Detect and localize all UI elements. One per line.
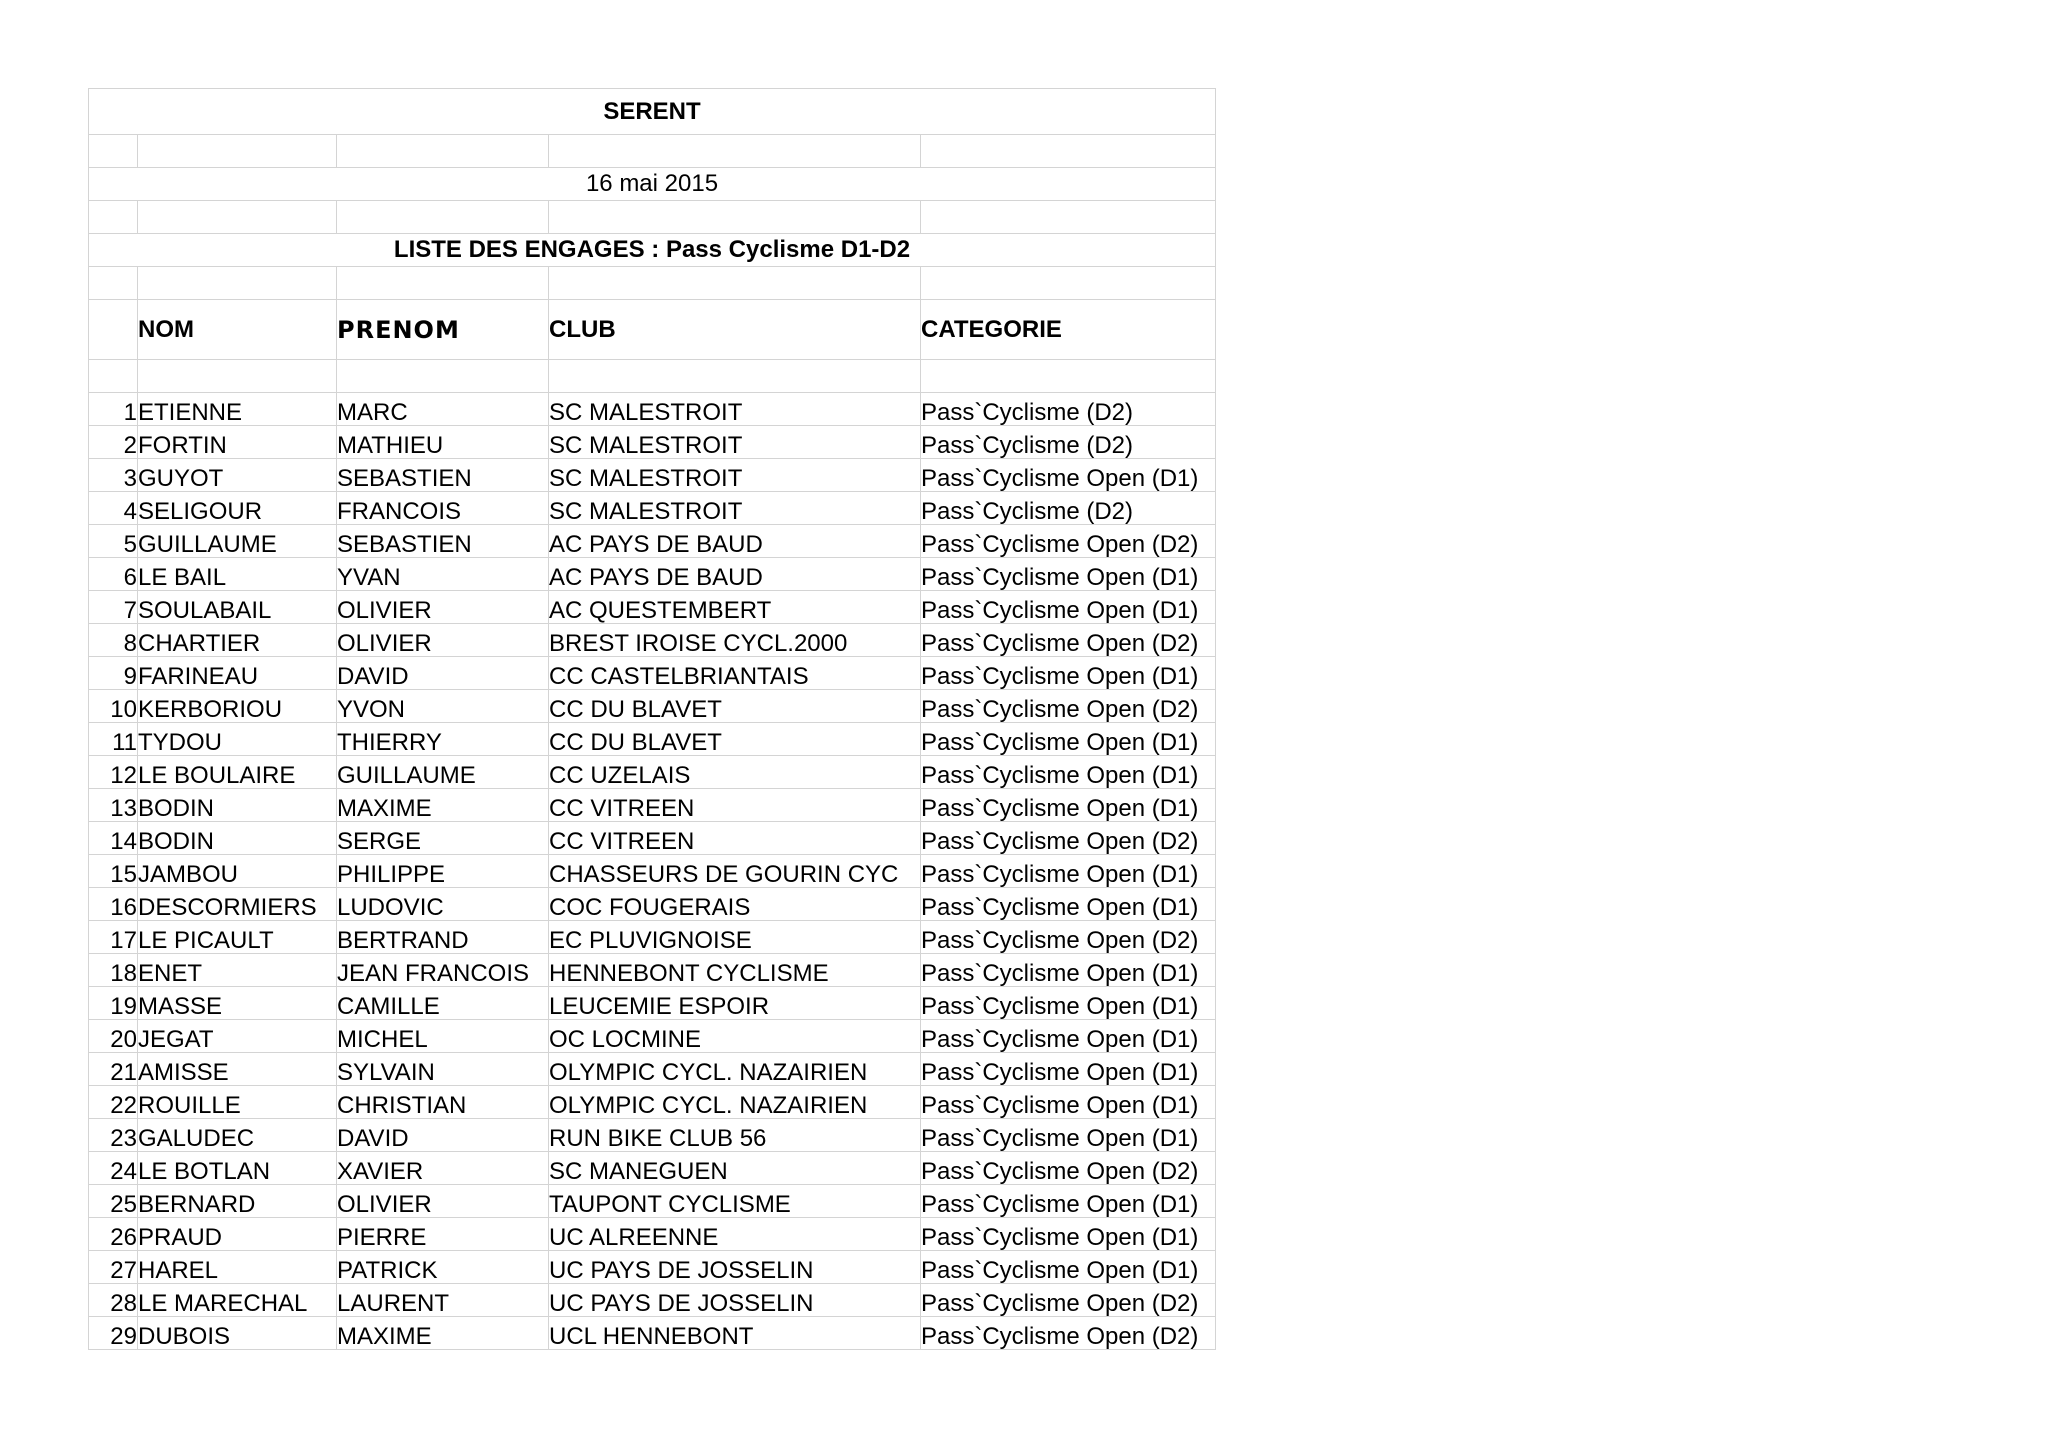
event-date: 16 mai 2015 (89, 168, 1216, 201)
cell-categorie: Pass`Cyclisme Open (D1) (921, 1086, 1216, 1119)
cell-categorie: Pass`Cyclisme Open (D2) (921, 921, 1216, 954)
cell-num: 2 (89, 426, 138, 459)
table-row (89, 1185, 1216, 1218)
cell-nom: SELIGOUR (138, 492, 337, 525)
cell-num: 9 (89, 657, 138, 690)
cell-nom: FARINEAU (138, 657, 337, 690)
table-row (89, 690, 1216, 723)
cell-prenom: LUDOVIC (337, 888, 549, 921)
cell-nom: DESCORMIERS (138, 888, 337, 921)
cell-prenom: MAXIME (337, 789, 549, 822)
table-row (89, 492, 1216, 525)
blank-cell (138, 360, 337, 393)
blank-cell (337, 360, 549, 393)
cell-num: 26 (89, 1218, 138, 1251)
cell-nom: AMISSE (138, 1053, 337, 1086)
cell-num: 6 (89, 558, 138, 591)
cell-club: UCL HENNEBONT (549, 1317, 921, 1350)
cell-prenom: XAVIER (337, 1152, 549, 1185)
header-prenom: PRENOM (337, 300, 549, 360)
cell-num: 13 (89, 789, 138, 822)
cell-club: EC PLUVIGNOISE (549, 921, 921, 954)
header-num (89, 300, 138, 360)
blank-row (89, 267, 1216, 300)
cell-prenom: FRANCOIS (337, 492, 549, 525)
blank-cell (337, 135, 549, 168)
cell-categorie: Pass`Cyclisme Open (D1) (921, 888, 1216, 921)
cell-nom: KERBORIOU (138, 690, 337, 723)
cell-categorie: Pass`Cyclisme Open (D1) (921, 558, 1216, 591)
cell-nom: BODIN (138, 789, 337, 822)
cell-categorie: Pass`Cyclisme Open (D1) (921, 723, 1216, 756)
table-row (89, 921, 1216, 954)
cell-nom: BERNARD (138, 1185, 337, 1218)
cell-prenom: LAURENT (337, 1284, 549, 1317)
cell-prenom: OLIVIER (337, 591, 549, 624)
blank-cell (549, 135, 921, 168)
cell-prenom: THIERRY (337, 723, 549, 756)
cell-categorie: Pass`Cyclisme Open (D1) (921, 1251, 1216, 1284)
cell-num: 29 (89, 1317, 138, 1350)
blank-cell (89, 201, 138, 234)
cell-categorie: Pass`Cyclisme Open (D2) (921, 624, 1216, 657)
cell-club: HENNEBONT CYCLISME (549, 954, 921, 987)
cell-club: CC VITREEN (549, 789, 921, 822)
cell-prenom: MICHEL (337, 1020, 549, 1053)
cell-nom: GUILLAUME (138, 525, 337, 558)
cell-club: SC MALESTROIT (549, 492, 921, 525)
cell-club: AC QUESTEMBERT (549, 591, 921, 624)
cell-categorie: Pass`Cyclisme Open (D1) (921, 1218, 1216, 1251)
blank-cell (138, 201, 337, 234)
list-subtitle: LISTE DES ENGAGES : Pass Cyclisme D1-D2 (89, 234, 1216, 267)
cell-club: SC MALESTROIT (549, 426, 921, 459)
cell-club: CC CASTELBRIANTAIS (549, 657, 921, 690)
table-row (89, 756, 1216, 789)
cell-nom: ROUILLE (138, 1086, 337, 1119)
cell-nom: MASSE (138, 987, 337, 1020)
cell-num: 20 (89, 1020, 138, 1053)
cell-prenom: OLIVIER (337, 1185, 549, 1218)
cell-prenom: MATHIEU (337, 426, 549, 459)
cell-club: SC MANEGUEN (549, 1152, 921, 1185)
cell-num: 12 (89, 756, 138, 789)
cell-num: 28 (89, 1284, 138, 1317)
cell-prenom: MAXIME (337, 1317, 549, 1350)
blank-cell (549, 201, 921, 234)
cell-nom: HAREL (138, 1251, 337, 1284)
blank-cell (549, 267, 921, 300)
cell-num: 11 (89, 723, 138, 756)
table-row (89, 789, 1216, 822)
blank-cell (921, 267, 1216, 300)
title-row (89, 89, 1216, 135)
cell-prenom: YVAN (337, 558, 549, 591)
blank-cell (138, 135, 337, 168)
table-row (89, 1053, 1216, 1086)
cell-prenom: YVON (337, 690, 549, 723)
cell-club: UC PAYS DE JOSSELIN (549, 1251, 921, 1284)
cell-categorie: Pass`Cyclisme Open (D1) (921, 657, 1216, 690)
table-row (89, 1218, 1216, 1251)
blank-cell (549, 360, 921, 393)
cell-club: UC PAYS DE JOSSELIN (549, 1284, 921, 1317)
cell-club: CHASSEURS DE GOURIN CYC (549, 855, 921, 888)
blank-cell (337, 267, 549, 300)
cell-club: BREST IROISE CYCL.2000 (549, 624, 921, 657)
cell-club: SC MALESTROIT (549, 459, 921, 492)
cell-categorie: Pass`Cyclisme Open (D1) (921, 789, 1216, 822)
cell-num: 27 (89, 1251, 138, 1284)
cell-nom: PRAUD (138, 1218, 337, 1251)
cell-num: 17 (89, 921, 138, 954)
table-row (89, 1251, 1216, 1284)
cell-prenom: CAMILLE (337, 987, 549, 1020)
cell-club: TAUPONT CYCLISME (549, 1185, 921, 1218)
cell-categorie: Pass`Cyclisme (D2) (921, 492, 1216, 525)
cell-club: OLYMPIC CYCL. NAZAIRIEN (549, 1086, 921, 1119)
cell-nom: SOULABAIL (138, 591, 337, 624)
table-row (89, 657, 1216, 690)
entry-list-table (88, 88, 1216, 1350)
cell-categorie: Pass`Cyclisme Open (D1) (921, 1119, 1216, 1152)
cell-num: 22 (89, 1086, 138, 1119)
cell-categorie: Pass`Cyclisme Open (D1) (921, 459, 1216, 492)
cell-num: 10 (89, 690, 138, 723)
table-row (89, 525, 1216, 558)
cell-nom: LE BAIL (138, 558, 337, 591)
cell-num: 18 (89, 954, 138, 987)
cell-num: 7 (89, 591, 138, 624)
cell-num: 25 (89, 1185, 138, 1218)
cell-nom: LE BOULAIRE (138, 756, 337, 789)
cell-prenom: JEAN FRANCOIS (337, 954, 549, 987)
cell-num: 1 (89, 393, 138, 426)
cell-num: 3 (89, 459, 138, 492)
cell-prenom: BERTRAND (337, 921, 549, 954)
blank-cell (921, 201, 1216, 234)
cell-categorie: Pass`Cyclisme Open (D2) (921, 822, 1216, 855)
table-row (89, 855, 1216, 888)
table-row (89, 1317, 1216, 1350)
cell-categorie: Pass`Cyclisme Open (D2) (921, 690, 1216, 723)
cell-num: 19 (89, 987, 138, 1020)
cell-categorie: Pass`Cyclisme Open (D1) (921, 987, 1216, 1020)
cell-categorie: Pass`Cyclisme (D2) (921, 393, 1216, 426)
table-row (89, 723, 1216, 756)
blank-cell (89, 135, 138, 168)
cell-nom: ENET (138, 954, 337, 987)
blank-row (89, 135, 1216, 168)
cell-prenom: DAVID (337, 657, 549, 690)
cell-prenom: OLIVIER (337, 624, 549, 657)
cell-prenom: DAVID (337, 1119, 549, 1152)
cell-categorie: Pass`Cyclisme Open (D2) (921, 1284, 1216, 1317)
table-row (89, 558, 1216, 591)
cell-num: 14 (89, 822, 138, 855)
cell-club: AC PAYS DE BAUD (549, 558, 921, 591)
cell-club: AC PAYS DE BAUD (549, 525, 921, 558)
cell-prenom: SERGE (337, 822, 549, 855)
cell-prenom: PATRICK (337, 1251, 549, 1284)
blank-row (89, 201, 1216, 234)
cell-club: SC MALESTROIT (549, 393, 921, 426)
cell-categorie: Pass`Cyclisme Open (D1) (921, 591, 1216, 624)
cell-prenom: SEBASTIEN (337, 459, 549, 492)
cell-club: CC DU BLAVET (549, 690, 921, 723)
cell-prenom: SYLVAIN (337, 1053, 549, 1086)
cell-nom: DUBOIS (138, 1317, 337, 1350)
cell-prenom: PHILIPPE (337, 855, 549, 888)
table-row (89, 1020, 1216, 1053)
blank-cell (921, 135, 1216, 168)
cell-num: 5 (89, 525, 138, 558)
table-row (89, 624, 1216, 657)
header-row (89, 300, 1216, 360)
cell-club: CC UZELAIS (549, 756, 921, 789)
cell-nom: GUYOT (138, 459, 337, 492)
cell-nom: ETIENNE (138, 393, 337, 426)
cell-categorie: Pass`Cyclisme (D2) (921, 426, 1216, 459)
cell-categorie: Pass`Cyclisme Open (D2) (921, 1317, 1216, 1350)
cell-prenom: GUILLAUME (337, 756, 549, 789)
header-categorie: CATEGORIE (921, 300, 1216, 360)
cell-prenom: PIERRE (337, 1218, 549, 1251)
table-row (89, 987, 1216, 1020)
cell-club: CC VITREEN (549, 822, 921, 855)
table-row (89, 1086, 1216, 1119)
cell-categorie: Pass`Cyclisme Open (D1) (921, 954, 1216, 987)
cell-nom: TYDOU (138, 723, 337, 756)
cell-prenom: SEBASTIEN (337, 525, 549, 558)
cell-num: 8 (89, 624, 138, 657)
cell-nom: GALUDEC (138, 1119, 337, 1152)
table-row (89, 1119, 1216, 1152)
table-row (89, 591, 1216, 624)
cell-club: CC DU BLAVET (549, 723, 921, 756)
header-club: CLUB (549, 300, 921, 360)
blank-cell (138, 267, 337, 300)
table-row (89, 459, 1216, 492)
cell-club: OLYMPIC CYCL. NAZAIRIEN (549, 1053, 921, 1086)
cell-categorie: Pass`Cyclisme Open (D1) (921, 855, 1216, 888)
table-row (89, 426, 1216, 459)
cell-num: 4 (89, 492, 138, 525)
cell-nom: BODIN (138, 822, 337, 855)
cell-categorie: Pass`Cyclisme Open (D2) (921, 525, 1216, 558)
cell-nom: LE PICAULT (138, 921, 337, 954)
cell-club: LEUCEMIE ESPOIR (549, 987, 921, 1020)
blank-cell (89, 267, 138, 300)
cell-nom: JAMBOU (138, 855, 337, 888)
table-row (89, 1152, 1216, 1185)
cell-num: 23 (89, 1119, 138, 1152)
header-nom: NOM (138, 300, 337, 360)
cell-nom: FORTIN (138, 426, 337, 459)
cell-nom: CHARTIER (138, 624, 337, 657)
cell-club: COC FOUGERAIS (549, 888, 921, 921)
cell-categorie: Pass`Cyclisme Open (D1) (921, 756, 1216, 789)
cell-club: RUN BIKE CLUB 56 (549, 1119, 921, 1152)
table-row (89, 1284, 1216, 1317)
subtitle-row (89, 234, 1216, 267)
cell-num: 24 (89, 1152, 138, 1185)
cell-prenom: MARC (337, 393, 549, 426)
page-title: SERENT (89, 89, 1216, 135)
blank-cell (89, 360, 138, 393)
cell-num: 21 (89, 1053, 138, 1086)
table-row (89, 954, 1216, 987)
cell-prenom: CHRISTIAN (337, 1086, 549, 1119)
cell-nom: JEGAT (138, 1020, 337, 1053)
blank-cell (921, 360, 1216, 393)
table-row (89, 888, 1216, 921)
cell-num: 15 (89, 855, 138, 888)
cell-club: OC LOCMINE (549, 1020, 921, 1053)
table-row (89, 393, 1216, 426)
cell-num: 16 (89, 888, 138, 921)
blank-cell (337, 201, 549, 234)
cell-categorie: Pass`Cyclisme Open (D1) (921, 1020, 1216, 1053)
cell-nom: LE MARECHAL (138, 1284, 337, 1317)
cell-categorie: Pass`Cyclisme Open (D1) (921, 1053, 1216, 1086)
cell-categorie: Pass`Cyclisme Open (D1) (921, 1185, 1216, 1218)
cell-nom: LE BOTLAN (138, 1152, 337, 1185)
blank-row (89, 360, 1216, 393)
cell-club: UC ALREENNE (549, 1218, 921, 1251)
table-row (89, 822, 1216, 855)
cell-categorie: Pass`Cyclisme Open (D2) (921, 1152, 1216, 1185)
table-body (89, 89, 1216, 1350)
date-row (89, 168, 1216, 201)
